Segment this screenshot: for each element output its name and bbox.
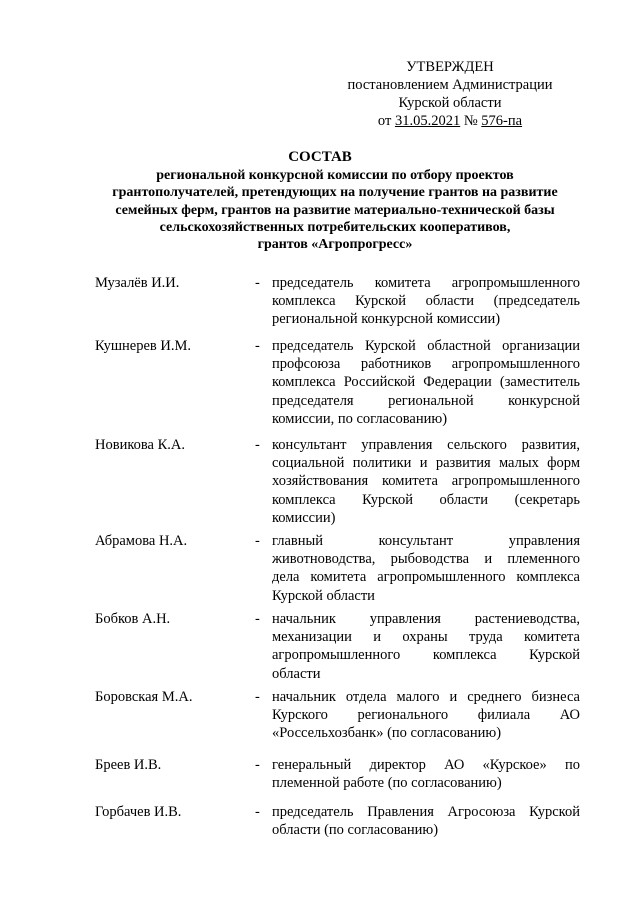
member-position-line: председатель Правления Агросоюза Курской bbox=[272, 804, 580, 820]
member-dash: - bbox=[255, 533, 260, 549]
member-position bbox=[272, 274, 580, 329]
subtitle-line: сельскохозяйственных потребительских кооперативов, bbox=[159, 219, 511, 235]
member-position bbox=[272, 337, 580, 428]
member-position-line: профсоюза работников агропромышленного bbox=[272, 356, 580, 373]
member-row bbox=[95, 688, 580, 743]
member-row bbox=[95, 436, 580, 527]
approval-heading: УТВЕРЖДЕН bbox=[406, 59, 494, 75]
member-position-line: социальной политики и развития малых форм bbox=[272, 455, 580, 472]
member-name: Кушнерев И.М. bbox=[95, 338, 191, 354]
member-name: Горбачев И.В. bbox=[95, 804, 182, 820]
member-row bbox=[95, 610, 580, 683]
approval-date-line bbox=[340, 112, 560, 130]
member-row bbox=[95, 803, 580, 839]
member-position-line: животноводства, рыбоводства и племенного bbox=[272, 551, 580, 568]
member-position-line: главный консультант управления bbox=[272, 533, 580, 549]
member-position-line: племенной работе (по согласованию) bbox=[272, 775, 502, 792]
member-position-line: начальник отдела малого и среднего бизнеса bbox=[272, 689, 580, 705]
member-dash: - bbox=[255, 338, 260, 354]
date-prefix: от bbox=[377, 113, 392, 129]
member-position-line: дела комитета агропромышленного комплекса bbox=[272, 569, 580, 586]
member-name: Музалёв И.И. bbox=[95, 275, 180, 291]
member-name: Новикова К.А. bbox=[95, 437, 185, 453]
approval-line-decree: постановлением Администрации bbox=[347, 77, 553, 93]
member-dash: - bbox=[255, 275, 260, 291]
member-position-line: начальник управления растениеводства, bbox=[272, 611, 580, 627]
member-position-line: «Россельхозбанк» (по согласованию) bbox=[272, 725, 502, 742]
member-name: Бреев И.В. bbox=[95, 757, 162, 773]
member-position-line: председателя региональной конкурсной bbox=[272, 392, 580, 409]
member-position-line: области bbox=[272, 665, 321, 682]
member-position bbox=[272, 688, 580, 743]
member-position-line: комплекса Российской Федерации (заместитель bbox=[272, 374, 580, 391]
member-position-line: области (по согласованию) bbox=[272, 822, 439, 839]
member-position bbox=[272, 803, 580, 839]
member-position-line: председатель Курской областной организации bbox=[272, 338, 580, 354]
member-dash: - bbox=[255, 437, 260, 453]
member-position bbox=[272, 610, 580, 683]
member-dash: - bbox=[255, 611, 260, 627]
member-position-line: региональной конкурсной комиссии) bbox=[272, 311, 501, 328]
document-title: СОСТАВ bbox=[288, 149, 352, 165]
member-position-line: Курской области bbox=[272, 587, 375, 604]
member-position bbox=[272, 756, 580, 792]
member-name: Абрамова Н.А. bbox=[95, 533, 188, 549]
member-position-line: Курского регионального филиала АО bbox=[272, 707, 580, 724]
subtitle-line: грантов «Агропрогресс» bbox=[257, 237, 413, 253]
number-prefix: № bbox=[463, 113, 478, 129]
member-dash: - bbox=[255, 689, 260, 705]
member-position-line: консультант управления сельского развития, bbox=[272, 437, 580, 453]
approval-line-region: Курской области bbox=[398, 95, 502, 111]
approval-number: 576-па bbox=[481, 113, 523, 129]
member-position-line: председатель комитета агропромышленного bbox=[272, 275, 580, 291]
member-row bbox=[95, 337, 580, 428]
subtitle-line: семейных ферм, грантов на развитие материально-технической базы bbox=[115, 202, 555, 218]
member-position bbox=[272, 532, 580, 605]
member-position-line: хозяйствования комитета агропромышленного bbox=[272, 473, 580, 490]
member-dash: - bbox=[255, 804, 260, 820]
subtitle-line: грантополучателей, претендующих на получение грантов на развитие bbox=[112, 185, 558, 201]
member-row bbox=[95, 756, 580, 792]
member-position-line: комплекса Курской области (председатель bbox=[272, 293, 580, 310]
member-position bbox=[272, 436, 580, 527]
member-position-line: генеральный директор АО «Курское» по bbox=[272, 757, 580, 773]
member-dash: - bbox=[255, 757, 260, 773]
subtitle-line: региональной конкурсной комиссии по отбору проектов bbox=[156, 168, 514, 183]
member-name: Боровская М.А. bbox=[95, 689, 193, 705]
member-position-line: комиссии) bbox=[272, 509, 336, 526]
member-position-line: механизации и охраны труда комитета bbox=[272, 629, 580, 646]
member-row bbox=[95, 274, 580, 329]
member-position-line: комплекса Курской области (секретарь bbox=[272, 491, 580, 508]
approval-stamp bbox=[340, 58, 560, 130]
member-position-line: комиссии, по согласованию) bbox=[272, 410, 448, 427]
document-subtitle bbox=[95, 167, 575, 253]
member-name: Бобков А.Н. bbox=[95, 611, 171, 627]
member-row bbox=[95, 532, 580, 605]
member-position-line: агропромышленного комплекса Курской bbox=[272, 647, 580, 664]
approval-date: 31.05.2021 bbox=[394, 113, 461, 129]
